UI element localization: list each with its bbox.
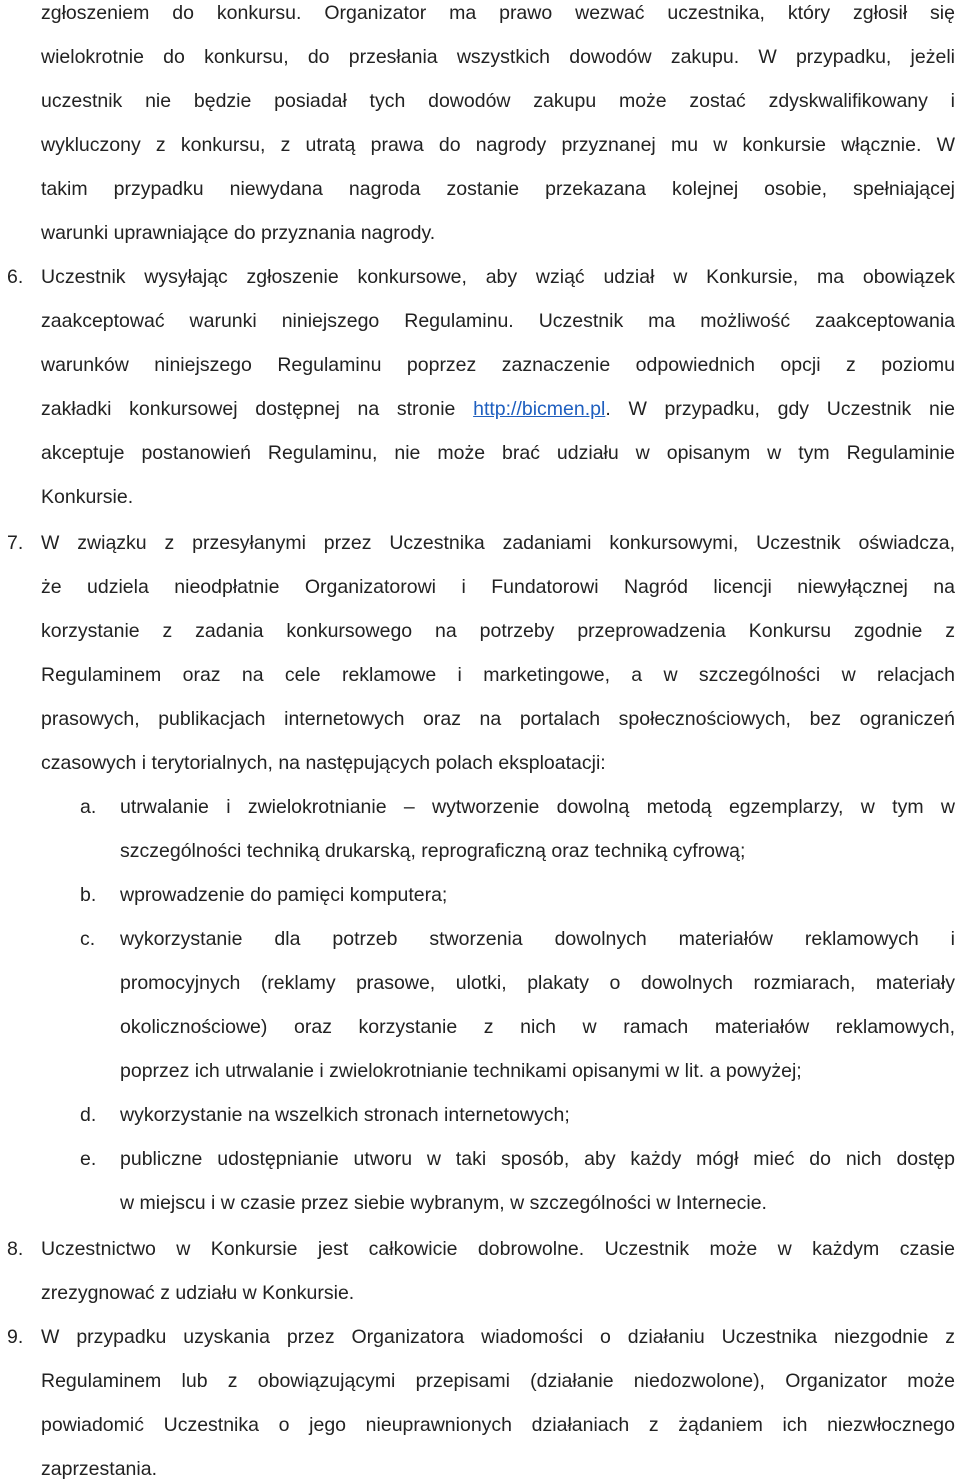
subitem-line: w miejscu i w czasie przez siebie wybranym, w szczególności w Internecie. [120,1192,767,1214]
bicmen-link[interactable]: http://bicmen.pl [473,398,606,420]
subitem-line: poprzez ich utrwalanie i zwielokrotnianie technikami opisanymi w lit. a powyżej; [120,1060,802,1082]
item-line: akceptuje postanowień Regulaminu, nie może brać udziału w opisanym w tym Regulaminie [41,442,955,464]
subitem-line: promocyjnych (reklamy prasowe, ulotki, plakaty o dowolnych rozmiarach, materiały [120,972,955,994]
intro-line: wykluczony z konkursu, z utratą prawa do nagrody przyznanej mu w konkursie włącznie. W [41,134,955,156]
item-line: zaprzestania. [41,1458,157,1480]
item-line: warunków niniejszego Regulaminu poprzez zaznaczenie odpowiednich opcji z poziomu [41,354,955,376]
intro-line: warunki uprawniające do przyznania nagrody. [41,222,436,244]
subitem-line: wykorzystanie dla potrzeb stworzenia dowolnych materiałów reklamowych i [120,928,955,950]
subitem-line: wprowadzenie do pamięci komputera; [120,884,448,906]
item-line [41,396,955,422]
subitem-line: publiczne udostępnianie utworu w taki sposób, aby każdy mógł mieć do nich dostęp [120,1148,955,1170]
item-line: W przypadku uzyskania przez Organizatora wiadomości o działaniu Uczestnika niezgodnie z [41,1326,955,1348]
item-number: 6. [7,266,24,288]
subitem-line: wykorzystanie na wszelkich stronach internetowych; [120,1104,570,1126]
item-line: Konkursie. [41,486,134,508]
item-line: Regulaminem oraz na cele reklamowe i marketingowe, a w szczególności w relacjach [41,664,955,686]
item-line: zaakceptować warunki niniejszego Regulaminu. Uczestnik ma możliwość zaakceptowania [41,310,955,332]
intro-line: zgłoszeniem do konkursu. Organizator ma prawo wezwać uczestnika, który zgłosił się [41,2,955,24]
item-number: 8. [7,1238,24,1260]
item-line: prasowych, publikacjach internetowych oraz na portalach społecznościowych, bez ograniczeń [41,708,955,730]
item-line: W związku z przesyłanymi przez Uczestnika zadaniami konkursowymi, Uczestnik oświadcza, [41,532,955,554]
item-number: 9. [7,1326,24,1348]
subitem-line: okolicznościowe) oraz korzystanie z nich w ramach materiałów reklamowych, [120,1016,955,1038]
intro-line: uczestnik nie będzie posiadał tych dowodów zakupu może zostać zdyskwalifikowany i [41,90,955,112]
subitem-letter: a. [80,796,97,818]
item-line: zrezygnować z udziału w Konkursie. [41,1282,355,1304]
item-line: Regulaminem lub z obowiązującymi przepisami (działanie niedozwolone), Organizator może [41,1370,955,1392]
intro-line: wielokrotnie do konkursu, do przesłania wszystkich dowodów zakupu. W przypadku, jeżeli [41,46,955,68]
subitem-letter: d. [80,1104,97,1126]
intro-line: takim przypadku niewydana nagroda zostanie przekazana kolejnej osobie, spełniającej [41,178,955,200]
item-line: Uczestnik wysyłając zgłoszenie konkursowe, aby wziąć udział w Konkursie, ma obowiązek [41,266,955,288]
item-number: 7. [7,532,24,554]
item-text: . W przypadku, gdy Uczestnik nie [605,398,955,420]
item-line: korzystanie z zadania konkursowego na potrzeby przeprowadzenia Konkursu zgodnie z [41,620,955,642]
item-text: zakładki konkursowej dostępnej na stronie [41,398,474,420]
subitem-line: utrwalanie i zwielokrotnianie – wytworzenie dowolną metodą egzemplarzy, w tym w [120,796,955,818]
subitem-letter: b. [80,884,97,906]
subitem-letter: c. [80,928,96,950]
item-line: powiadomić Uczestnika o jego nieuprawnionych działaniach z żądaniem ich niezwłocznego [41,1414,955,1436]
subitem-letter: e. [80,1148,97,1170]
item-line: czasowych i terytorialnych, na następujących polach eksploatacji: [41,752,606,774]
item-line: Uczestnictwo w Konkursie jest całkowicie dobrowolne. Uczestnik może w każdym czasie [41,1238,955,1260]
item-line: że udziela nieodpłatnie Organizatorowi i Fundatorowi Nagród licencji niewyłącznej na [41,576,955,598]
subitem-line: szczególności techniką drukarską, reprograficzną oraz techniką cyfrową; [120,840,746,862]
